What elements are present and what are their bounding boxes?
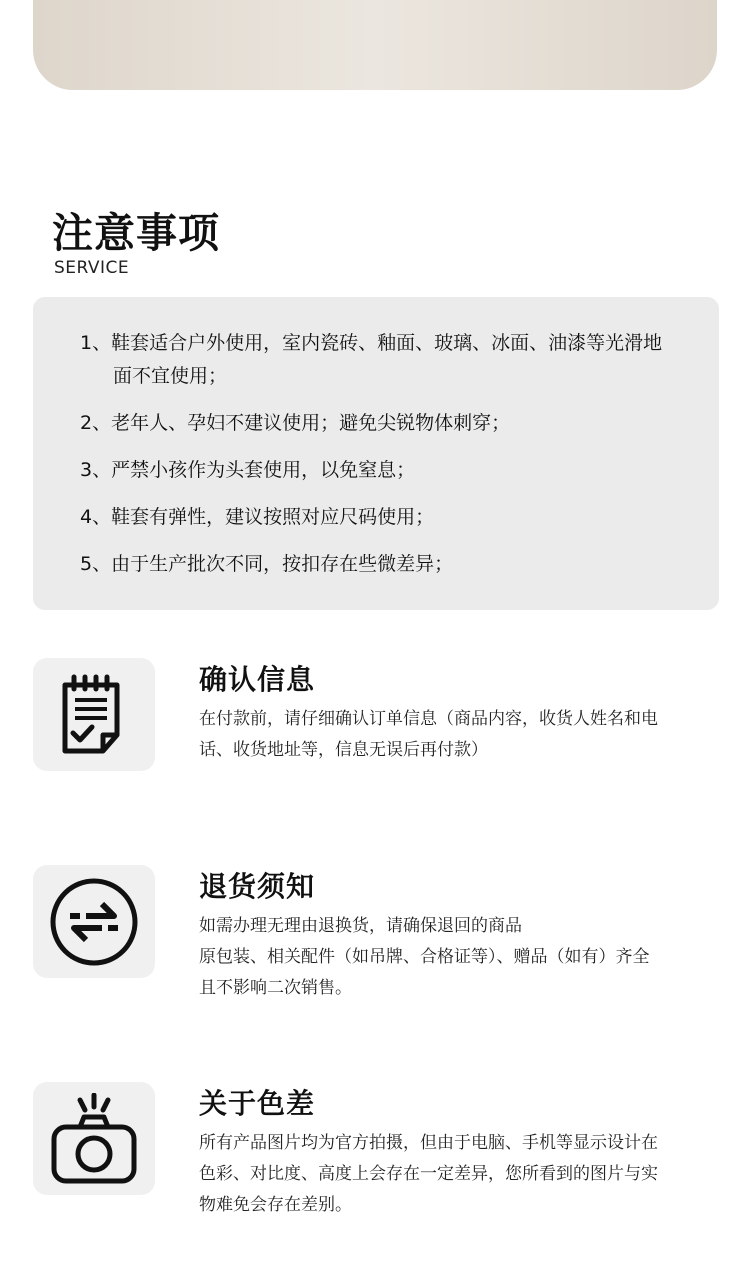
notice-item: 1、鞋套适合户外使用，室内瓷砖、釉面、玻璃、冰面、油漆等光滑地面不宜使用； xyxy=(80,332,663,387)
notice-item: 4、鞋套有弹性，建议按照对应尺码使用； xyxy=(80,506,435,528)
description-line: 原包装、相关配件（如吊牌、合格证等）、赠品（如有）齐全 xyxy=(199,947,650,967)
block-description xyxy=(199,1128,723,1221)
block-description xyxy=(199,704,723,766)
block-title: 确认信息 xyxy=(199,663,316,696)
section-subtitle: SERVICE xyxy=(54,258,130,278)
block-title: 退货须知 xyxy=(199,870,316,903)
exchange-arrows-icon xyxy=(48,876,140,968)
description-line: 色彩、对比度、高度上会存在一定差异，您所看到的图片与实 xyxy=(199,1164,658,1184)
notice-item: 2、老年人、孕妇不建议使用；避免尖锐物体刺穿； xyxy=(80,412,511,434)
block-title: 关于色差 xyxy=(199,1087,316,1120)
notice-item: 5、由于生产批次不同，按扣存在些微差异； xyxy=(80,553,454,575)
description-line: 在付款前，请仔细确认订单信息（商品内容，收货人姓名和电 xyxy=(199,709,658,729)
description-line: 如需办理无理由退换货，请确保退回的商品 xyxy=(199,916,522,936)
top-banner-image xyxy=(33,0,717,90)
description-line: 物难免会存在差别。 xyxy=(199,1195,352,1215)
description-line: 所有产品图片均为官方拍摄，但由于电脑、手机等显示设计在 xyxy=(199,1133,658,1153)
notepad-check-icon xyxy=(59,673,129,757)
description-line: 话、收货地址等，信息无误后再付款） xyxy=(199,740,488,760)
camera-icon xyxy=(50,1093,138,1185)
icon-tile xyxy=(33,865,155,978)
notice-item: 3、严禁小孩作为头套使用，以免窒息； xyxy=(80,459,416,481)
section-title: 注意事项 xyxy=(52,209,220,257)
icon-tile xyxy=(33,1082,155,1195)
description-line: 且不影响二次销售。 xyxy=(199,978,352,998)
block-description xyxy=(199,911,723,1004)
icon-tile xyxy=(33,658,155,771)
notice-box xyxy=(33,297,719,610)
